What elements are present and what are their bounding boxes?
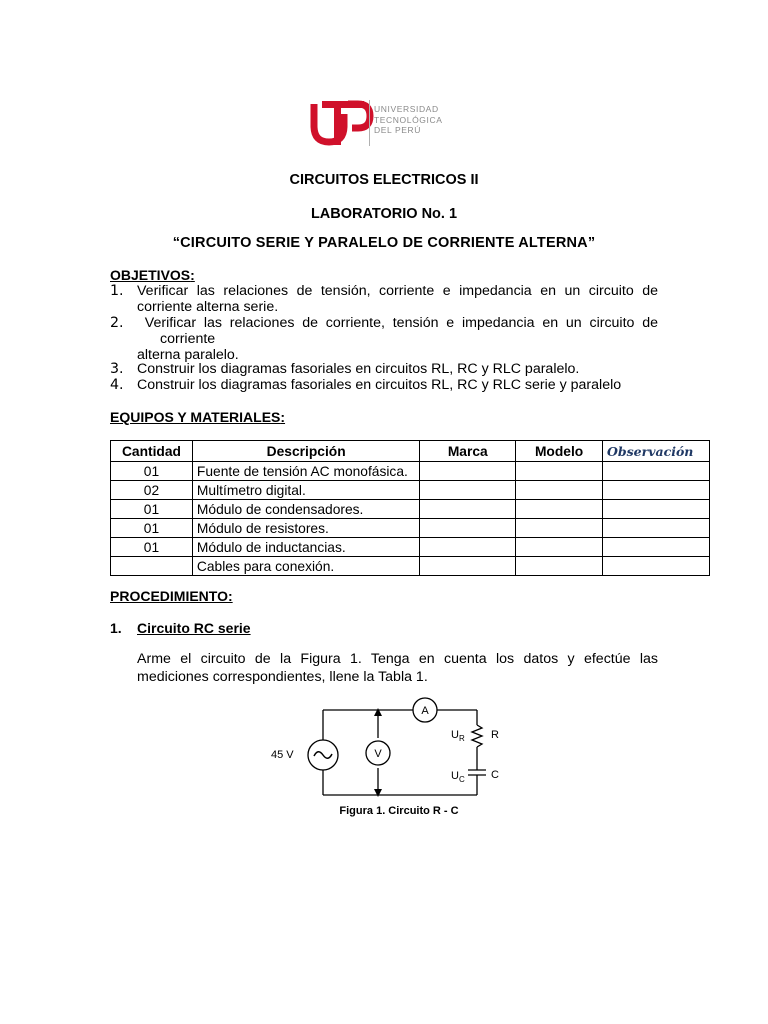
row-marca: [420, 519, 516, 538]
procedure-heading: PROCEDIMIENTO:: [110, 588, 233, 604]
row-modelo: [516, 481, 603, 500]
row-desc: Cables para conexión.: [192, 557, 419, 576]
logo-line-1: UNIVERSIDAD: [374, 104, 439, 114]
logo-line-3: DEL PERÚ: [374, 125, 421, 135]
materials-heading: EQUIPOS Y MATERIALES:: [110, 409, 286, 425]
uc-label: $U_C$: [451, 770, 465, 784]
logo-line-2: TECNOLÓGICA: [374, 114, 443, 125]
ammeter-label: A: [421, 705, 429, 717]
col-modelo: Modelo: [516, 441, 603, 462]
table-row: [111, 462, 710, 481]
arrow-up-icon: [374, 708, 382, 716]
row-desc: Módulo de resistores.: [192, 519, 419, 538]
objectives-heading: OBJETIVOS:: [110, 267, 195, 283]
voltmeter-label: V: [374, 748, 382, 760]
row-modelo: [516, 519, 603, 538]
row-modelo: [516, 557, 603, 576]
step-1-number: 1.: [110, 620, 122, 636]
row-desc: Módulo de inductancias.: [192, 538, 419, 557]
row-marca: [420, 481, 516, 500]
objective-2: 2. Verificar las relaciones de corriente, tensión e impedancia en un circuito de corriente alterna paralelo.: [110, 315, 658, 363]
r-label: R: [491, 729, 499, 741]
row-qty: 01: [111, 538, 193, 557]
row-modelo: [516, 462, 603, 481]
utp-logo-mark: [314, 101, 370, 145]
objective-1: 1. Verificar las relaciones de tensión, corriente e impedancia en un circuito de corriente alterna serie.: [110, 283, 658, 315]
logo-divider: [369, 100, 370, 146]
row-qty: 02: [111, 481, 193, 500]
row-qty: 01: [111, 519, 193, 538]
table-row: [111, 557, 710, 576]
row-desc: Fuente de tensión AC monofásica.: [192, 462, 419, 481]
resistor-symbol: [472, 725, 482, 747]
objective-3: 3. Construir los diagramas fasoriales en circuitos RL, RC y RLC paralelo.: [110, 361, 580, 377]
step-1-title: Circuito RC serie: [137, 620, 251, 636]
lab-subtitle: “CIRCUITO SERIE Y PARALELO DE CORRIENTE ALTERNA”: [172, 235, 596, 251]
c-label: C: [491, 769, 499, 781]
row-obs: [603, 481, 710, 500]
course-title: CIRCUITOS ELECTRICOS II: [289, 172, 479, 188]
materials-table: [110, 440, 710, 576]
row-marca: [420, 500, 516, 519]
source-voltage-label: 45 V: [271, 749, 294, 761]
col-marca: Marca: [420, 441, 516, 462]
ur-label: $U_R$: [451, 729, 465, 743]
table-row: [111, 500, 710, 519]
row-desc: Módulo de condensadores.: [192, 500, 419, 519]
row-modelo: [516, 538, 603, 557]
row-marca: [420, 462, 516, 481]
objective-4: 4. Construir los diagramas fasoriales en circuitos RL, RC y RLC serie y paralelo: [110, 377, 622, 393]
row-desc: Multímetro digital.: [192, 481, 419, 500]
row-marca: [420, 557, 516, 576]
logo-text: [374, 104, 442, 136]
table-row: [111, 538, 710, 557]
step-1-text: Arme el circuito de la Figura 1. Tenga en cuenta los datos y efectúe las mediciones correspondientes, llene la Tabla 1.: [137, 651, 658, 685]
row-qty: 01: [111, 500, 193, 519]
circuit-figure-1: [260, 690, 520, 800]
table-row: [111, 519, 710, 538]
col-descripcion: Descripción: [192, 441, 419, 462]
table-row: [111, 481, 710, 500]
row-qty: [111, 557, 193, 576]
col-observacion: Observación: [603, 441, 710, 462]
row-obs: [603, 500, 710, 519]
row-obs: [603, 519, 710, 538]
row-obs: [603, 538, 710, 557]
row-obs: [603, 462, 710, 481]
col-cantidad: Cantidad: [111, 441, 193, 462]
row-modelo: [516, 500, 603, 519]
lab-title: LABORATORIO No. 1: [310, 206, 458, 222]
figure-1-caption: Figura 1. Circuito R - C: [339, 805, 459, 817]
row-marca: [420, 538, 516, 557]
arrow-down-icon: [374, 789, 382, 797]
row-qty: 01: [111, 462, 193, 481]
row-obs: [603, 557, 710, 576]
table-header-row: [111, 441, 710, 462]
